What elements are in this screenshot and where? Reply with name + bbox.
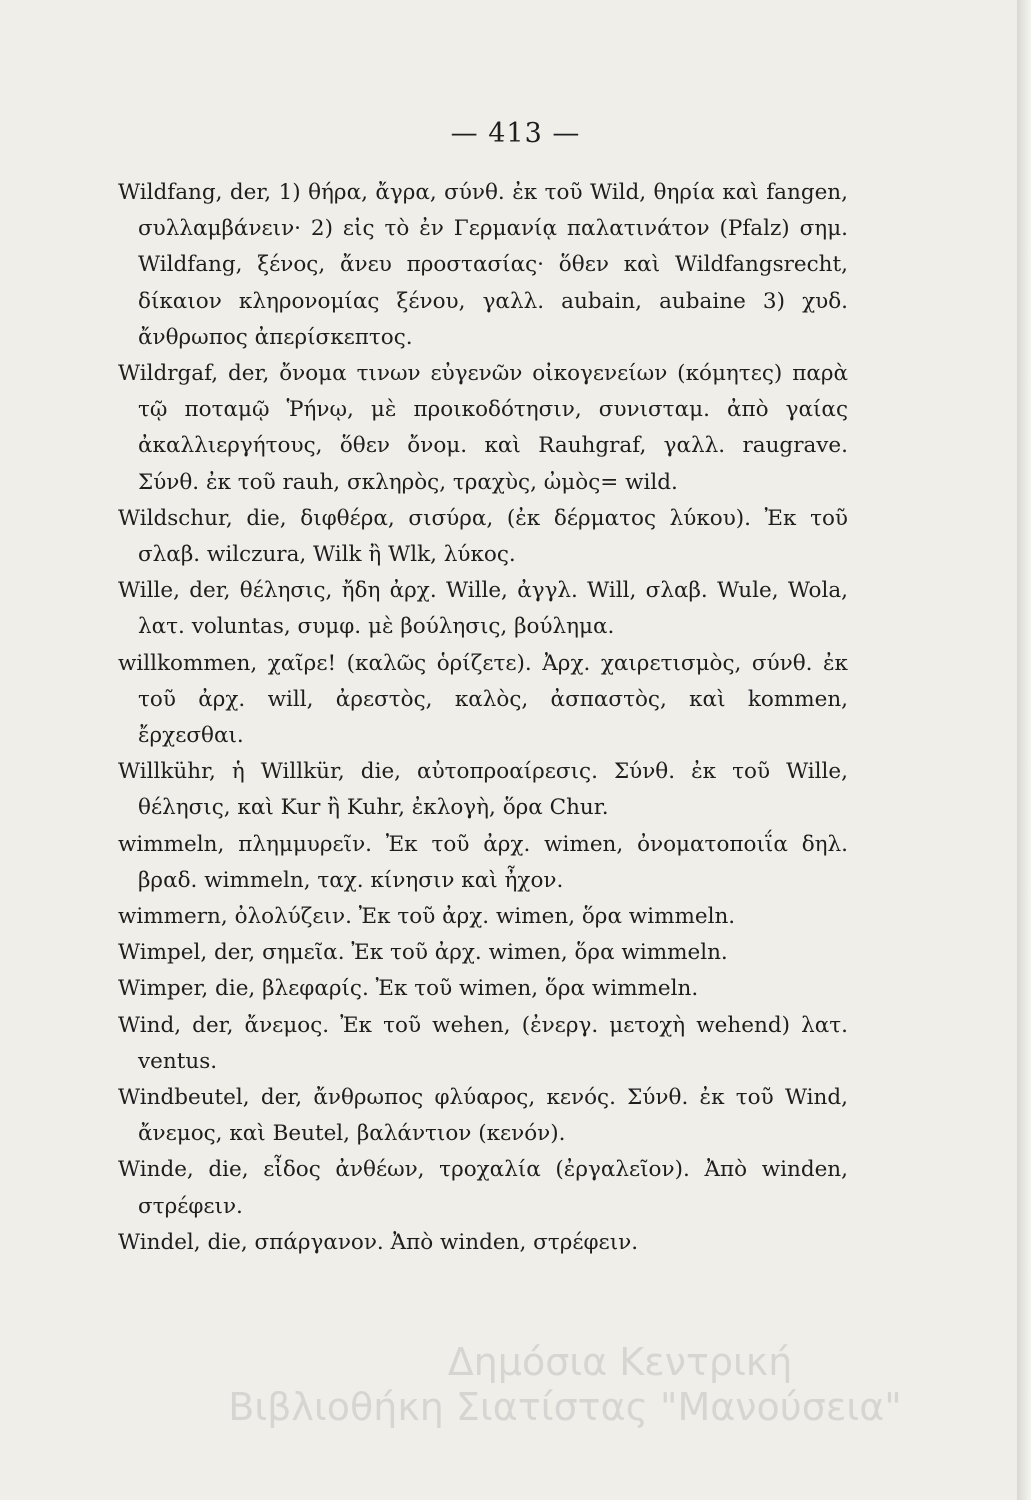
entry-windel: Windel, die, σπάργανον. Ἀπὸ winden, στρέφειν.: [118, 1229, 639, 1255]
entry-wildschur: Wildschur, die, διφθέρα, σισύρα, (ἐκ δέρματος λύκου). Ἐκ τοῦ σλαβ. wilczura, Wilk ἢ Wlk, λύκος.: [118, 505, 848, 568]
entry-wimpel: Wimpel, der, σημεῖα. Ἐκ τοῦ ἀρχ. wimen, ὅρα wimmeln.: [118, 940, 728, 966]
library-watermark-line2: Βιβλιοθήκη Σιατίστας "Μανούσεια": [228, 1385, 902, 1429]
entry-wildfang: Wildfang, der, 1) θήρα, ἄγρα, σύνθ. ἐκ τοῦ Wild, θηρία καὶ fangen, συλλαμβάνειν· 2) εἰς τὸ ἐν Γερμανίᾳ παλατινάτον (Pfalz) σημ. Wildfang, ξένος, ἄνευ προστασίας· ὅθεν καὶ Wildfangsrecht, δίκαιον κληρονομίας ξένου, γαλλ. aubain, aubaine 3) χυδ. ἄνθρωπος ἀπερίσκεπτος.: [118, 180, 848, 350]
entry-wimper: Wimper, die, βλεφαρίς. Ἐκ τοῦ wimen, ὅρα wimmeln.: [118, 976, 699, 1002]
entry-windbeutel: Windbeutel, der, ἄνθρωπος φλύαρος, κενός. Σύνθ. ἐκ τοῦ Wind, ἄνεμος, καὶ Beutel, βαλάντιον (κενόν).: [118, 1085, 848, 1147]
entry-wind: Wind, der, ἄνεμος. Ἐκ τοῦ wehen, (ἐνεργ. μετοχὴ wehend) λατ. ventus.: [118, 1012, 848, 1074]
entry-wimmern: wimmern, ὀλολύζειν. Ἐκ τοῦ ἀρχ. wimen, ὅρα wimmeln.: [118, 904, 736, 930]
entry-wildrgaf: Wildrgaf, der, ὄνομα τινων εὐγενῶν οἰκογενείων (κόμητες) παρὰ τῷ ποταμῷ Ῥήνῳ, μὲ προικοδότησιν, συνισταμ. ἀπὸ γαίας ἀκαλλιεργήτους, ὅθεν ὄνομ. καὶ Rauhgraf, γαλλ. raugrave. Σύνθ. ἐκ τοῦ rauh, σκληρὸς, τραχὺς, ὠμὸς= wild.: [118, 361, 848, 495]
page-edge: [1017, 0, 1031, 1500]
dictionary-entries: [118, 175, 848, 1261]
entry-willkommen: willkommen, χαῖρε! (καλῶς ὁρίζετε). Ἀρχ. χαιρετισμὸς, σύνθ. ἐκ τοῦ ἀρχ. will, ἀρεστὸς, καλὸς, ἀσπαστὸς, καὶ kommen, ἔρχεσθαι.: [118, 650, 848, 749]
entry-willkuehr: Willkühr, ἡ Willkür, die, αὐτοπροαίρεσις. Σύνθ. ἐκ τοῦ Wille, θέλησις, καὶ Kur ἢ Kuhr, ἐκλογὴ, ὅρα Chur.: [118, 759, 848, 821]
entry-wimmeln: wimmeln, πλημμυρεῖν. Ἐκ τοῦ ἀρχ. wimen, ὀνοματοποιΐα δηλ. βραδ. wimmeln, ταχ. κίνησιν καὶ ἦχον.: [118, 831, 848, 893]
page-number: — 413 —: [450, 118, 581, 149]
entry-wille: Wille, der, θέλησις, ἤδη ἀρχ. Wille, ἀγγλ. Will, σλαβ. Wule, Wola, λατ. voluntas, συμφ. μὲ βούλησις, βούλημα.: [118, 578, 848, 640]
entry-winde: Winde, die, εἶδος ἀνθέων, τροχαλία (ἐργαλεῖον). Ἀπὸ winden, στρέφειν.: [118, 1157, 848, 1219]
library-watermark-line1: Δημόσια Κεντρική: [447, 1340, 793, 1384]
